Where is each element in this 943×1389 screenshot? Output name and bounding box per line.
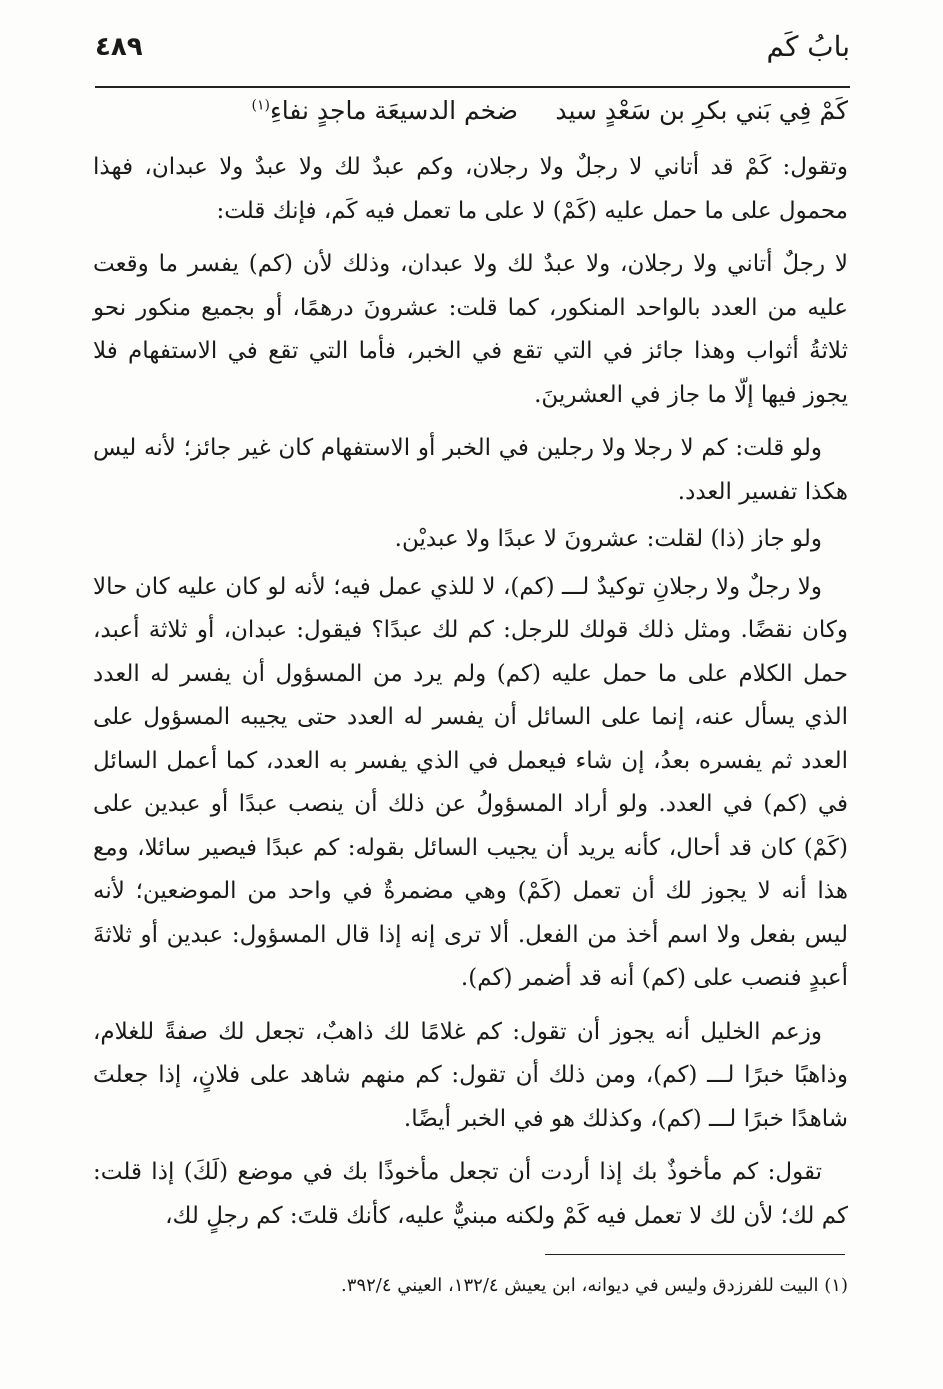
footnote-marker: (١) <box>251 97 270 114</box>
page-header <box>95 28 850 88</box>
footnote-divider <box>545 1254 845 1255</box>
body-text <box>93 146 848 1242</box>
paragraph: ولو جاز (ذا) لقلت: عشرونَ لا عبدًا ولا عبديْن. <box>394 526 822 552</box>
paragraph: لا رجلٌ أتاني ولا رجلان، ولا عبدٌ لك ولا عبدان، وذلك لأن (كم) يفسر ما وقعت عليه من العدد بالواحد المنكور، كما قلت: عشرونَ درهمًا، أو بجميع منكور نحو ثلاثةُ أثواب وهذا جائز في التي تقع في الخبر، فأما التي تقع في الاستفهام فلا يجوز فيها إلّا ما جاز في العشرينَ. <box>93 251 848 408</box>
paragraph: وتقول: كَمْ قد أتاني لا رجلٌ ولا رجلان، وكم عبدٌ لك ولا عبدٌ ولا عبدان، فهذا محمول على ما حمل عليه (كَمْ) لا على ما تعمل فيه كَم، فإنك قلت: <box>93 154 848 224</box>
verse-first-hemistich: كَمْ فِي بَني بكرِ بن سَعْدٍ سيد <box>555 96 848 125</box>
paragraph: ولو قلت: كم لا رجلا ولا رجلين في الخبر أو الاستفهام كان غير جائز؛ لأنه ليس هكذا تفسير العدد. <box>93 435 848 505</box>
running-title: بابُ كَم <box>766 30 850 63</box>
footnote: (١) البيت للفرزدق وليس في ديوانه، ابن يعيش ١٣٢/٤، العيني ٣٩٢/٤. <box>341 1275 848 1296</box>
verse-second-hemistich <box>251 96 518 125</box>
paragraph: ولا رجلٌ ولا رجلانِ توكيدٌ لـــ (كم)، لا للذي عمل فيه؛ لأنه لو كان عليه كان حالا وكان نقضًا. ومثل ذلك قولك للرجل: كم لك عبدًا؟ فيقول: عبدان، أو ثلاثة أعبد، حمل الكلام على ما حمل عليه (كم) ولم يرد من المسؤول أن يفسر له العدد الذي يسأل عنه، إنما على السائل أن يفسر له العدد حتى يجيبه المسؤول على العدد ثم يفسره بعدُ، إن شاء فيعمل في الذي يفسر به العدد، كما أعمل السائل في (كم) في العدد. ولو أراد المسؤولُ عن ذلك أن ينصب عبدًا أو عبدين على (كَمْ) كان قد أحال، كأنه يريد أن يجيب السائل بقوله: كم عبدًا فيصير سائلا، ومع هذا أنه لا يجوز لك أن تعمل (كَمْ) وهي مضمرةٌ في واحد من الموضعين؛ لأنه ليس بفعل ولا اسم أخذ من الفعل. ألا ترى إنه إذا قال المسؤول: عبدين أو ثلاثةَ أعبدٍ فنصب على (كم) أنه قد أضمر (كم). <box>93 573 848 991</box>
paragraph: وزعم الخليل أنه يجوز أن تقول: كم غلامًا لك ذاهبٌ، تجعل لك صفةً للغلام، وذاهبًا خبرًا لـــ (كم)، ومن ذلك أن تقول: كم منهم شاهد على فلانٍ، إذا جعلتَ شاهدًا خبرًا لـــ (كم)، وكذلك هو في الخبر أيضًا. <box>93 1018 848 1132</box>
paragraph: تقول: كم مأخوذٌ بك إذا أردت أن تجعل مأخوذًا بك في موضع (لَكَ) إذا قلت: كم لك؛ لأن لك لا تعمل فيه كَمْ ولكنه مبنيٌّ عليه، كأنك قلتَ: كم رجلٍ لك، <box>93 1159 848 1229</box>
poetry-verse <box>93 96 848 144</box>
verse-second-hemistich-text: ضخم الدسيعَة ماجدٍ نفاءِ <box>269 96 518 125</box>
page-number: ٤٨٩ <box>95 32 143 62</box>
